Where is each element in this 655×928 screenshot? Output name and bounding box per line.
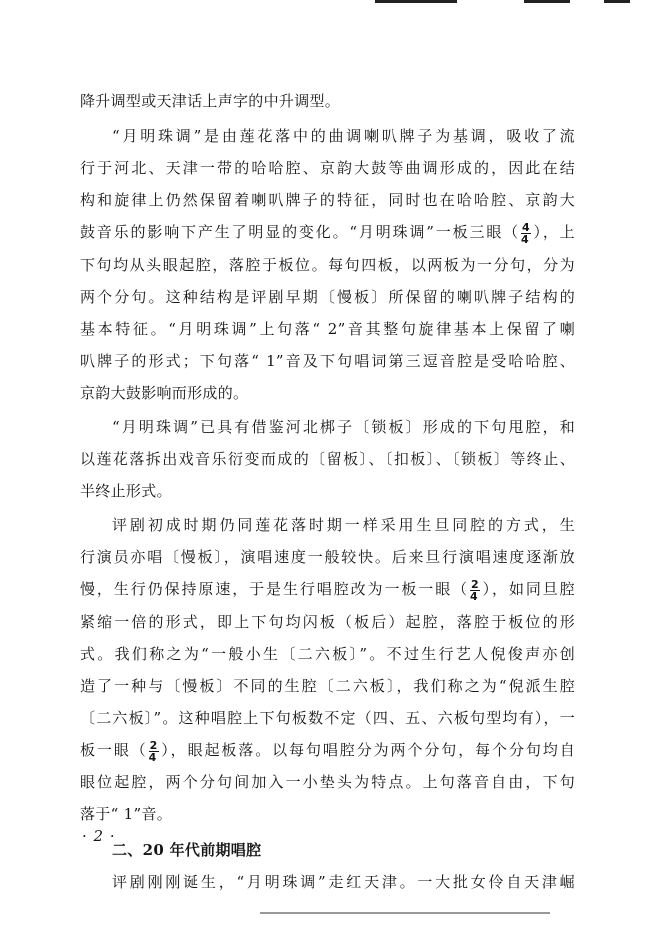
text-segment: ），上 — [531, 223, 575, 241]
text-line: “月明珠调”已具有借鉴河北梆子〔锁板〕形成的下句甩腔，和 — [112, 418, 575, 436]
text-segment: 鼓音乐的影响下产生了明显的变化。“月明珠调”一板三眼（ — [80, 223, 520, 241]
time-signature-fraction — [149, 740, 159, 763]
text-line: 下句均从头眼起腔，落腔于板位。每句四板，以两板为一分句，分为 — [80, 256, 575, 274]
text-line — [80, 215, 575, 249]
text-segment: ），眼起板落。以每句唱腔分为两个分句，每个分句均自 — [159, 741, 575, 759]
text-line — [80, 733, 575, 767]
text-line: 基本特征。“月明珠调”上句落“ 2”音其整句旋律基本上保留了喇 — [80, 320, 575, 338]
fraction-numerator: 4 — [522, 220, 530, 234]
scan-edge-mark — [260, 912, 550, 914]
text-line: 京韵大鼓影响而形成的。 — [80, 384, 249, 402]
text-line: 〔二六板〕”。这种唱腔上下句板数不定（四、五、六板句型均有），一 — [80, 709, 575, 727]
time-signature-fraction — [521, 222, 531, 245]
fraction-denominator: 4 — [521, 232, 529, 246]
text-line: 式。我们称之为“一般小生〔二六板〕”。不过生行艺人倪俊声亦创 — [80, 645, 575, 663]
text-line: 行于河北、天津一带的哈哈腔、京韵大鼓等曲调形成的，因此在结 — [80, 159, 575, 177]
text-line: 眼位起腔，两个分句间加入一小垫头为特点。上句落音自由，下句 — [80, 773, 575, 791]
section-heading: 二、20 年代前期唱腔 — [112, 841, 262, 859]
text-line — [80, 572, 575, 606]
fraction-numerator: 2 — [149, 738, 158, 752]
page-number: · 2 · — [82, 827, 116, 845]
text-segment: 板一眼（ — [80, 741, 148, 759]
text-segment: 慢，生行仍保持原速，于是生行唱腔改为一板一眼（ — [80, 580, 470, 598]
text-line: 紧缩一倍的形式，即上下句均闪板（板后）起腔，落腔于板位的形 — [80, 613, 575, 631]
text-segment: ），如同旦腔 — [481, 580, 575, 598]
text-line: 两个分句。这种结构是评剧早期〔慢板〕所保留的喇叭牌子结构的 — [80, 288, 575, 306]
text-line: 半终止形式。 — [80, 482, 172, 500]
text-line: 以莲花落拆出戏音乐衍变而成的〔留板〕、〔扣板〕、〔锁板〕等终止、 — [80, 450, 575, 468]
fraction-numerator: 2 — [471, 577, 479, 591]
text-line: 造了一种与〔慢板〕不同的生腔〔二六板〕，我们称之为“倪派生腔 — [80, 677, 575, 695]
text-line: 降升调型或天津话上声字的中升调型。 — [80, 92, 341, 110]
text-line: 叭牌子的形式；下句落“ 1”音及下句唱词第三逗音腔是受哈哈腔、 — [80, 352, 575, 370]
text-line: “月明珠调”是由莲花落中的曲调喇叭牌子为基调，吸收了流 — [112, 127, 575, 145]
fraction-denominator: 4 — [470, 589, 478, 603]
text-line: 落于“ 1”音。 — [80, 805, 173, 823]
text-line: 行演员亦唱〔慢板〕，演唱速度一般较快。后来旦行演唱速度逐渐放 — [80, 548, 575, 566]
text-line: 构和旋律上仍然保留着喇叭牌子的特征，同时也在哈哈腔、京韵大 — [80, 191, 575, 209]
time-signature-fraction — [470, 579, 480, 602]
fraction-denominator: 4 — [148, 750, 157, 764]
text-line: 评剧刚刚诞生，“月明珠调”走红天津。一大批女伶自天津崛 — [112, 873, 575, 891]
text-line: 评剧初成时期仍同莲花落时期一样采用生旦同腔的方式，生 — [112, 516, 575, 534]
